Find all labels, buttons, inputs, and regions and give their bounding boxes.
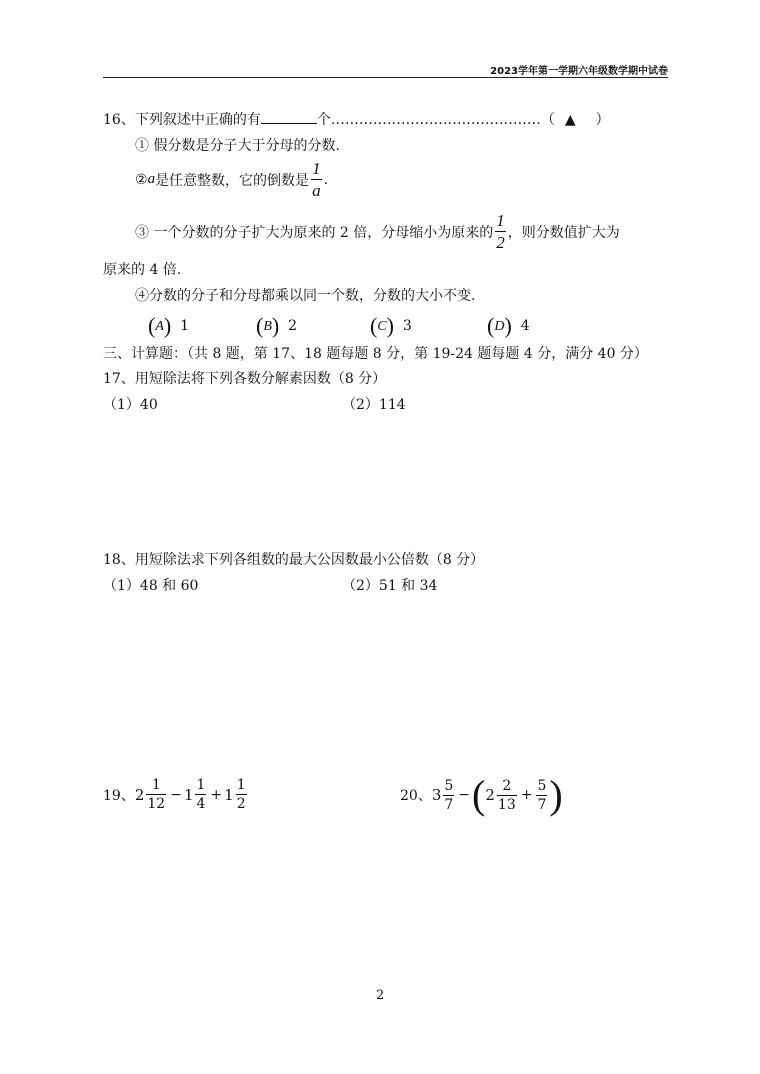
frac-num: 1 (312, 159, 321, 178)
option-c[interactable]: (C) 3 (370, 313, 412, 338)
mixed-number-1 (135, 778, 168, 811)
mixed-number-3 (224, 778, 248, 811)
q20-expression (400, 772, 563, 817)
whole-part: 1 (183, 785, 194, 804)
whole-part: 2 (134, 785, 145, 804)
fraction (443, 779, 454, 812)
q20-label: 20、 (400, 788, 432, 804)
frac-den: 2 (496, 233, 505, 252)
whole-part: 1 (224, 785, 234, 804)
section-3-title: 三、计算题：（共 8 题，第 17、18 题每题 8 分，第 19-24 题每题 4 分，满分 40 分） (103, 346, 648, 362)
frac-num: 5 (537, 777, 547, 794)
fraction (195, 778, 206, 811)
frac-num: 1 (236, 777, 246, 793)
frac-den: a (312, 181, 321, 200)
s2-mid: 是任意整数，它的倒数是 (155, 172, 310, 189)
q16-close: ） (595, 112, 610, 128)
q16-statement-2 (135, 160, 328, 199)
option-value: 4 (520, 318, 530, 334)
whole-part: 2 (485, 786, 495, 804)
frac-num: 1 (146, 778, 166, 795)
page-number: 2 (376, 988, 385, 1003)
whole-part: 3 (431, 786, 442, 804)
s3-post: ，则分数值扩大为 (507, 224, 620, 241)
frac-den: 4 (196, 796, 206, 812)
fraction (236, 778, 247, 811)
minus-operator: − (170, 786, 182, 803)
mixed-number-2 (184, 778, 208, 811)
option-letter: C (377, 319, 387, 334)
q16-statement-1: ① 假分数是分子大于分母的分数. (135, 138, 340, 154)
minus-operator: − (458, 787, 471, 803)
mixed-number-1 (432, 779, 456, 812)
q17-title: 17、用短除法将下列各数分解素因数（8 分） (103, 371, 387, 387)
q18-title: 18、用短除法求下列各组数的最大公因数最小公倍数（8 分） (103, 552, 485, 568)
frac-den: 13 (497, 796, 516, 813)
fraction-3 (536, 779, 547, 812)
option-b[interactable]: (B) 2 (256, 313, 298, 338)
q16-statement-4: ④分数的分子和分母都乘以同一个数，分数的大小不变. (135, 288, 476, 304)
left-paren: ( (472, 772, 486, 817)
s2-end: . (323, 171, 329, 188)
q19-label: 19、 (103, 787, 135, 804)
q16-statement-3-continued: 原来的 4 倍. (103, 262, 182, 278)
q18-part-1: （1）48 和 60 (103, 578, 199, 594)
frac-den: 7 (444, 796, 454, 813)
s3-pre: ③ 一个分数的分子扩大为原来的 2 倍，分母缩小为原来的 (135, 224, 494, 241)
fraction (146, 778, 166, 811)
frac-den: 7 (537, 796, 547, 813)
mixed-number-2 (485, 779, 518, 812)
option-a[interactable]: (A) 1 (148, 313, 190, 338)
fraction (497, 779, 517, 812)
option-value: 1 (180, 318, 190, 334)
option-letter: D (494, 319, 505, 334)
reciprocal-fraction (311, 160, 322, 199)
frac-num: 1 (496, 211, 505, 230)
s2-var: a (147, 171, 156, 187)
frac-num: 2 (497, 779, 517, 796)
q16-suffix: 个………………………………………（ (316, 112, 555, 128)
q16-triangle-mark: ▲ (564, 112, 576, 128)
q16-prefix: 16、下列叙述中正确的有 (103, 112, 261, 128)
right-paren: ) (549, 772, 563, 817)
q17-part-2: （2）114 (342, 397, 406, 413)
option-value: 3 (402, 318, 412, 334)
answer-blank (261, 111, 317, 124)
plus-operator: + (520, 787, 533, 803)
q16-stem (103, 109, 610, 129)
q18-part-2: （2）51 和 34 (342, 578, 438, 594)
frac-den: 12 (147, 796, 166, 812)
page-header-title: 2023学年第一学期六年级数学期中试卷 (490, 66, 668, 77)
q16-statement-3 (135, 212, 620, 251)
half-fraction (495, 212, 506, 251)
frac-den: 2 (236, 796, 246, 812)
option-letter: B (263, 319, 272, 334)
q19-expression (103, 778, 249, 811)
plus-operator: + (210, 786, 223, 803)
q17-part-1: （1）40 (103, 397, 158, 413)
frac-num: 1 (196, 777, 206, 793)
frac-num: 5 (444, 777, 454, 794)
header-rule (103, 77, 668, 78)
s2-pre: ② (135, 171, 148, 188)
option-value: 2 (288, 318, 298, 334)
option-letter: A (155, 319, 164, 334)
option-d[interactable]: (D) 4 (487, 313, 530, 338)
